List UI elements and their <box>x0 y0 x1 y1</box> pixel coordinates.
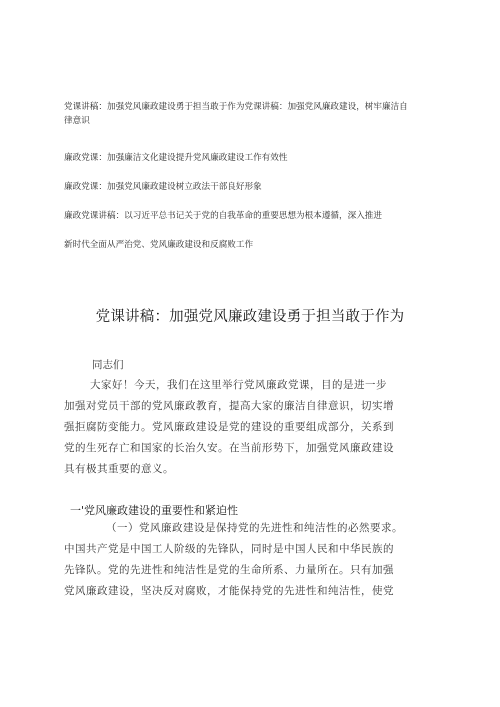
intro-line-3: 强拒腐防变能力。党风廉政建设是党的建设的重要组成部分，关系到 <box>64 421 394 433</box>
toc-item-1-line-2: 律意识 <box>64 116 90 126</box>
toc-item-2[interactable]: 廉政党课：加强廉洁文化建设提升党风廉政建设工作有效性 <box>64 153 288 163</box>
section-heading-1: 一'党风廉政建设的重要性和紧迫性 <box>70 504 239 517</box>
section-1-line-3: 先锋队。党的先进性和纯洁性是党的生命所系、力量所在。只有加强 <box>64 564 394 576</box>
intro-line-1: 大家好！今天，我们在这里举行党风廉政党课，目的是进一步 <box>90 379 387 391</box>
salutation: 同志们 <box>92 359 124 371</box>
intro-line-2: 加强对党员干部的党风廉政教育，提高大家的廉洁自律意识，切实增 <box>64 400 394 412</box>
section-1-paragraph <box>64 518 440 602</box>
toc-item-1[interactable] <box>64 100 408 128</box>
intro-line-5: 具有极其重要的意义。 <box>64 463 174 475</box>
toc-item-1-line-1: 党课讲稿：加强党风廉政建设勇于担当敢于作为党课讲稿：加强党风廉政建设，树牢廉洁自 <box>64 102 408 112</box>
intro-paragraph <box>64 375 440 480</box>
section-1-line-4: 党风廉政建设，坚决反对腐败，才能保持党的先进性和纯洁性，使党 <box>64 585 394 597</box>
section-1-line-1: （一）党风廉政建设是保持党的先进性和纯洁性的必然要求。 <box>106 522 403 534</box>
toc-item-3[interactable]: 廉政党课：加强党风廉政建设树立政法干部良好形象 <box>64 182 262 192</box>
document-title: 党课讲稿：加强党风廉政建设勇于担当敢于作为 <box>95 309 405 325</box>
toc-item-4[interactable]: 廉政党课讲稿：以习近平总书记关于党的自我革命的重要思想为根本遵循，深入推进 <box>64 211 382 221</box>
intro-line-4: 党的生死存亡和国家的长治久安。在当前形势下，加强党风廉政建设 <box>64 442 394 454</box>
section-1-line-2: 中国共产党是中国工人阶级的先锋队，同时是中国人民和中华民族的 <box>64 543 394 555</box>
toc-item-5[interactable]: 新时代全面从严治党、党风廉政建设和反腐败工作 <box>64 240 254 250</box>
